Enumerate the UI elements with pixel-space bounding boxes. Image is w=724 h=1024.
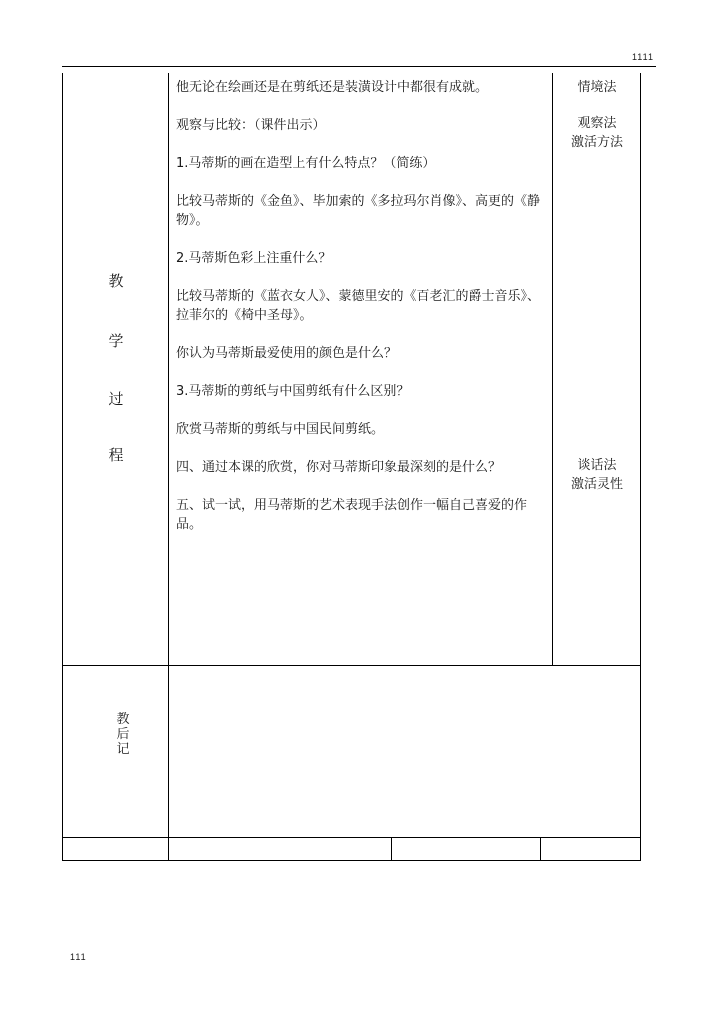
content-paragraph: 他无论在绘画还是在剪纸还是装潢设计中都很有成就。 bbox=[176, 80, 489, 95]
method-column-divider bbox=[552, 73, 553, 665]
process-content bbox=[176, 78, 546, 553]
table-border-left bbox=[62, 73, 63, 860]
table-border-bottom bbox=[62, 860, 641, 861]
bottom-row-divider-2 bbox=[540, 837, 541, 860]
method-inspiration: 激活灵性 bbox=[570, 477, 623, 492]
page-number-bottom: 111 bbox=[70, 952, 87, 962]
content-paragraph: 1.马蒂斯的画在造型上有什么特点？（简练） bbox=[176, 156, 436, 171]
label-column-divider bbox=[168, 73, 169, 860]
table-border-right bbox=[640, 73, 641, 860]
row-divider-post-bottom bbox=[62, 837, 641, 838]
header-rule bbox=[62, 66, 656, 67]
process-label-char-2: 学 bbox=[108, 332, 124, 350]
post-label-char-1: 教 bbox=[116, 712, 130, 727]
post-label-char-2: 后 bbox=[116, 727, 130, 742]
content-paragraph: 你认为马蒂斯最爱使用的颜色是什么？ bbox=[176, 346, 398, 361]
content-paragraph: 比较马蒂斯的《蓝衣女人》、蒙德里安的《百老汇的爵士音乐》、拉菲尔的《椅中圣母》。 bbox=[176, 289, 541, 323]
content-paragraph: 欣赏马蒂斯的剪纸与中国民间剪纸。 bbox=[176, 422, 385, 437]
method-conversation: 谈话法 bbox=[577, 458, 617, 473]
method-situation: 情境法 bbox=[577, 80, 617, 95]
process-label-char-3: 过 bbox=[108, 390, 124, 408]
method-observation: 观察法 bbox=[577, 116, 617, 131]
row-divider-process-post bbox=[62, 665, 641, 666]
bottom-row-divider-1 bbox=[391, 837, 392, 860]
method-activation: 激活方法 bbox=[570, 135, 623, 150]
process-label-char-1: 教 bbox=[108, 272, 124, 290]
process-label-char-4: 程 bbox=[108, 446, 124, 464]
content-paragraph: 五、试一试，用马蒂斯的艺术表现手法创作一幅自己喜爱的作品。 bbox=[176, 498, 528, 532]
content-paragraph: 2.马蒂斯色彩上注重什么？ bbox=[176, 251, 332, 266]
post-label-char-3: 记 bbox=[116, 742, 130, 757]
content-paragraph: 比较马蒂斯的《金鱼》、毕加索的《多拉玛尔肖像》、高更的《静物》。 bbox=[176, 194, 541, 228]
page-number-top: 1111 bbox=[631, 52, 654, 62]
content-paragraph: 3.马蒂斯的剪纸与中国剪纸有什么区别？ bbox=[176, 384, 410, 399]
content-paragraph: 四、通过本课的欣赏，你对马蒂斯印象最深刻的是什么？ bbox=[176, 460, 502, 475]
content-paragraph: 观察与比较：（课件出示） bbox=[176, 118, 326, 133]
